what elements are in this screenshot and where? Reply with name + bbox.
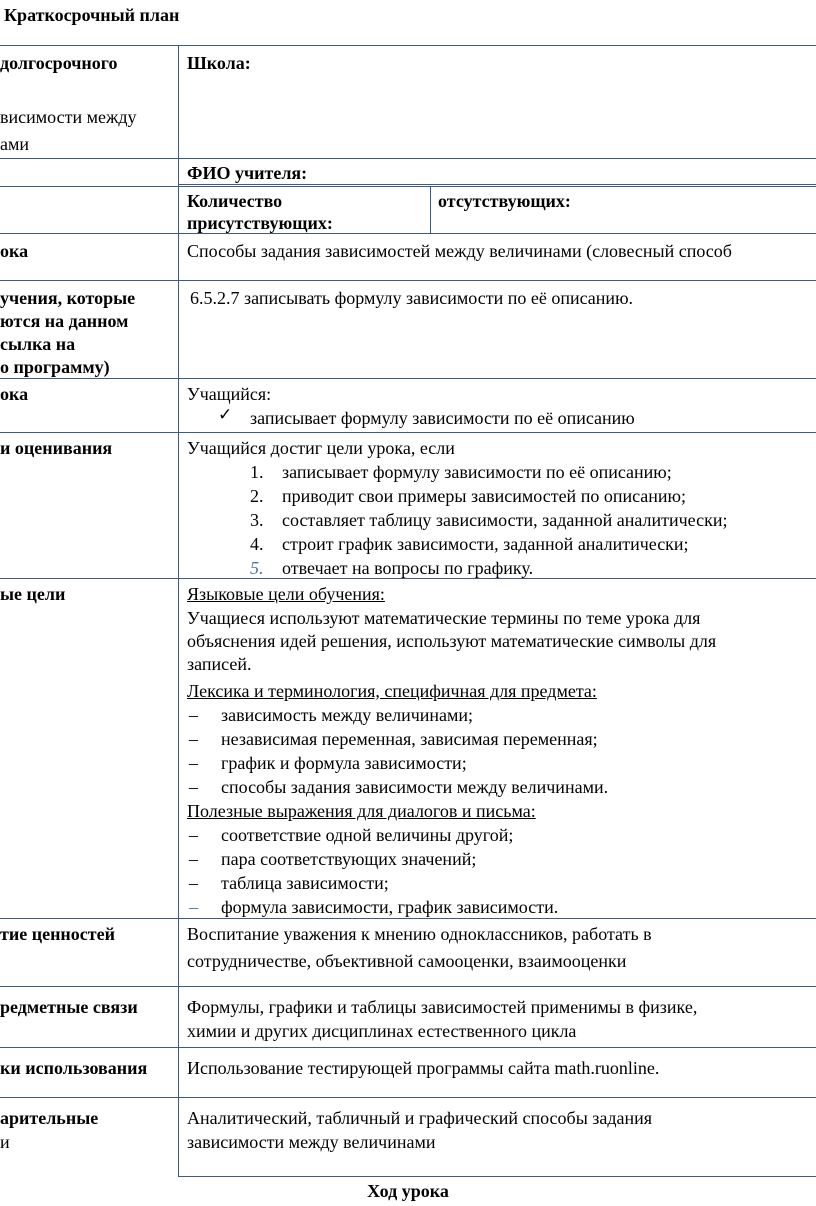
list-dash: – [189,873,198,893]
cross-subject-text-1: Формулы, графики и таблицы зависимостей применимы в физике, [187,997,698,1017]
row5-left-line3: сылка на [0,334,76,354]
list-dash: – [189,897,198,917]
row9-left: тие ценностей [0,924,115,944]
language-goals-heading: Языковые цели обучения: [187,584,385,604]
language-goals-text-2: объяснения идей решения, используют математические символы для [187,631,717,651]
row5-left-line1: учения, которые [0,288,136,308]
school-label: Школа: [187,53,251,73]
checkmark-icon: ✓ [218,405,233,425]
phrases-item-2: пара соответствующих значений; [221,849,477,869]
row5-left-line2: ются на данном [0,311,129,331]
criteria-item-3: составляет таблицу зависимости, заданной аналитически; [282,510,728,530]
values-text-1: Воспитание уважения к мнению одноклассников, работать в [187,924,652,944]
list-dash: – [189,777,198,797]
criteria-num-3: 3. [250,510,264,530]
lesson-progress-heading: Ход урока [367,1181,449,1201]
ict-usage-text: Использование тестирующей программы сайта math.ruonline. [187,1058,660,1078]
vocabulary-heading: Лексика и терминология, специфичная для предмета: [187,681,597,701]
list-dash: – [189,705,198,725]
prior-knowledge-text-1: Аналитический, табличный и графический способы задания [187,1108,653,1128]
criteria-num-2: 2. [250,486,264,506]
row1-left-line1: долгосрочного [0,53,118,73]
page-title: Краткосрочный план [4,5,180,25]
row11-left: ки использования [0,1058,148,1078]
goal-intro: Учащийся: [187,384,272,404]
criteria-num-1: 1. [250,462,264,482]
vocabulary-item-2: независимая переменная, зависимая переменная; [221,729,598,749]
vocabulary-item-1: зависимость между величинами; [221,705,474,725]
row1-left-line3: ами [0,134,30,154]
criteria-item-2: приводит свои примеры зависимостей по описанию; [282,486,686,506]
row10-left: редметные связи [0,997,138,1017]
values-text-2: сотрудничестве, объективной самооценки, взаимооценки [187,951,627,971]
row1-left-line2: висимости между [0,107,137,127]
teacher-name-label: ФИО учителя: [187,163,308,183]
criteria-intro: Учащийся достиг цели урока, если [187,438,455,458]
row8-left: ые цели [0,584,66,604]
prior-knowledge-text-2: зависимости между величинами [187,1132,436,1152]
criteria-num-5: 5. [250,558,264,578]
phrases-item-1: соответствие одной величины другой; [221,825,514,845]
criteria-item-1: записывает формулу зависимости по её описанию; [282,462,672,482]
absent-label: отсутствующих: [438,191,571,211]
row5-left-line4: о программу) [0,357,110,377]
cross-subject-text-2: химии и других дисциплинах естественного цикла [187,1021,577,1041]
learning-objective: 6.5.2.7 записывать формулу зависимости по её описанию. [190,288,634,308]
vocabulary-item-4: способы задания зависимости между величинами. [221,777,609,797]
row12-left-line1: арительные [0,1108,99,1128]
vocabulary-item-3: график и формула зависимости; [221,753,467,773]
present-label-line2: присутствующих: [187,213,333,233]
row12-left-line2: и [0,1132,10,1152]
present-label-line1: Количество [187,191,283,211]
list-dash: – [189,753,198,773]
row6-left: ока [0,384,29,404]
criteria-num-4: 4. [250,534,264,554]
list-dash: – [189,849,198,869]
lesson-topic: Способы задания зависимостей между величинами (словесный способ [187,241,732,261]
criteria-item-5: отвечает на вопросы по графику. [282,558,534,578]
phrases-heading: Полезные выражения для диалогов и письма: [187,801,536,821]
goal-item: записывает формулу зависимости по её описанию [250,408,635,428]
row4-left: ока [0,241,29,261]
row7-left: и оценивания [0,438,113,458]
phrases-item-3: таблица зависимости; [221,873,389,893]
language-goals-text-3: записей. [187,654,252,674]
list-dash: – [189,729,198,749]
criteria-item-4: строит график зависимости, заданной аналитически; [282,534,689,554]
list-dash: – [189,825,198,845]
language-goals-text-1: Учащиеся используют математические термины по теме урока для [187,608,701,628]
phrases-item-4: формула зависимости, график зависимости. [221,897,559,917]
